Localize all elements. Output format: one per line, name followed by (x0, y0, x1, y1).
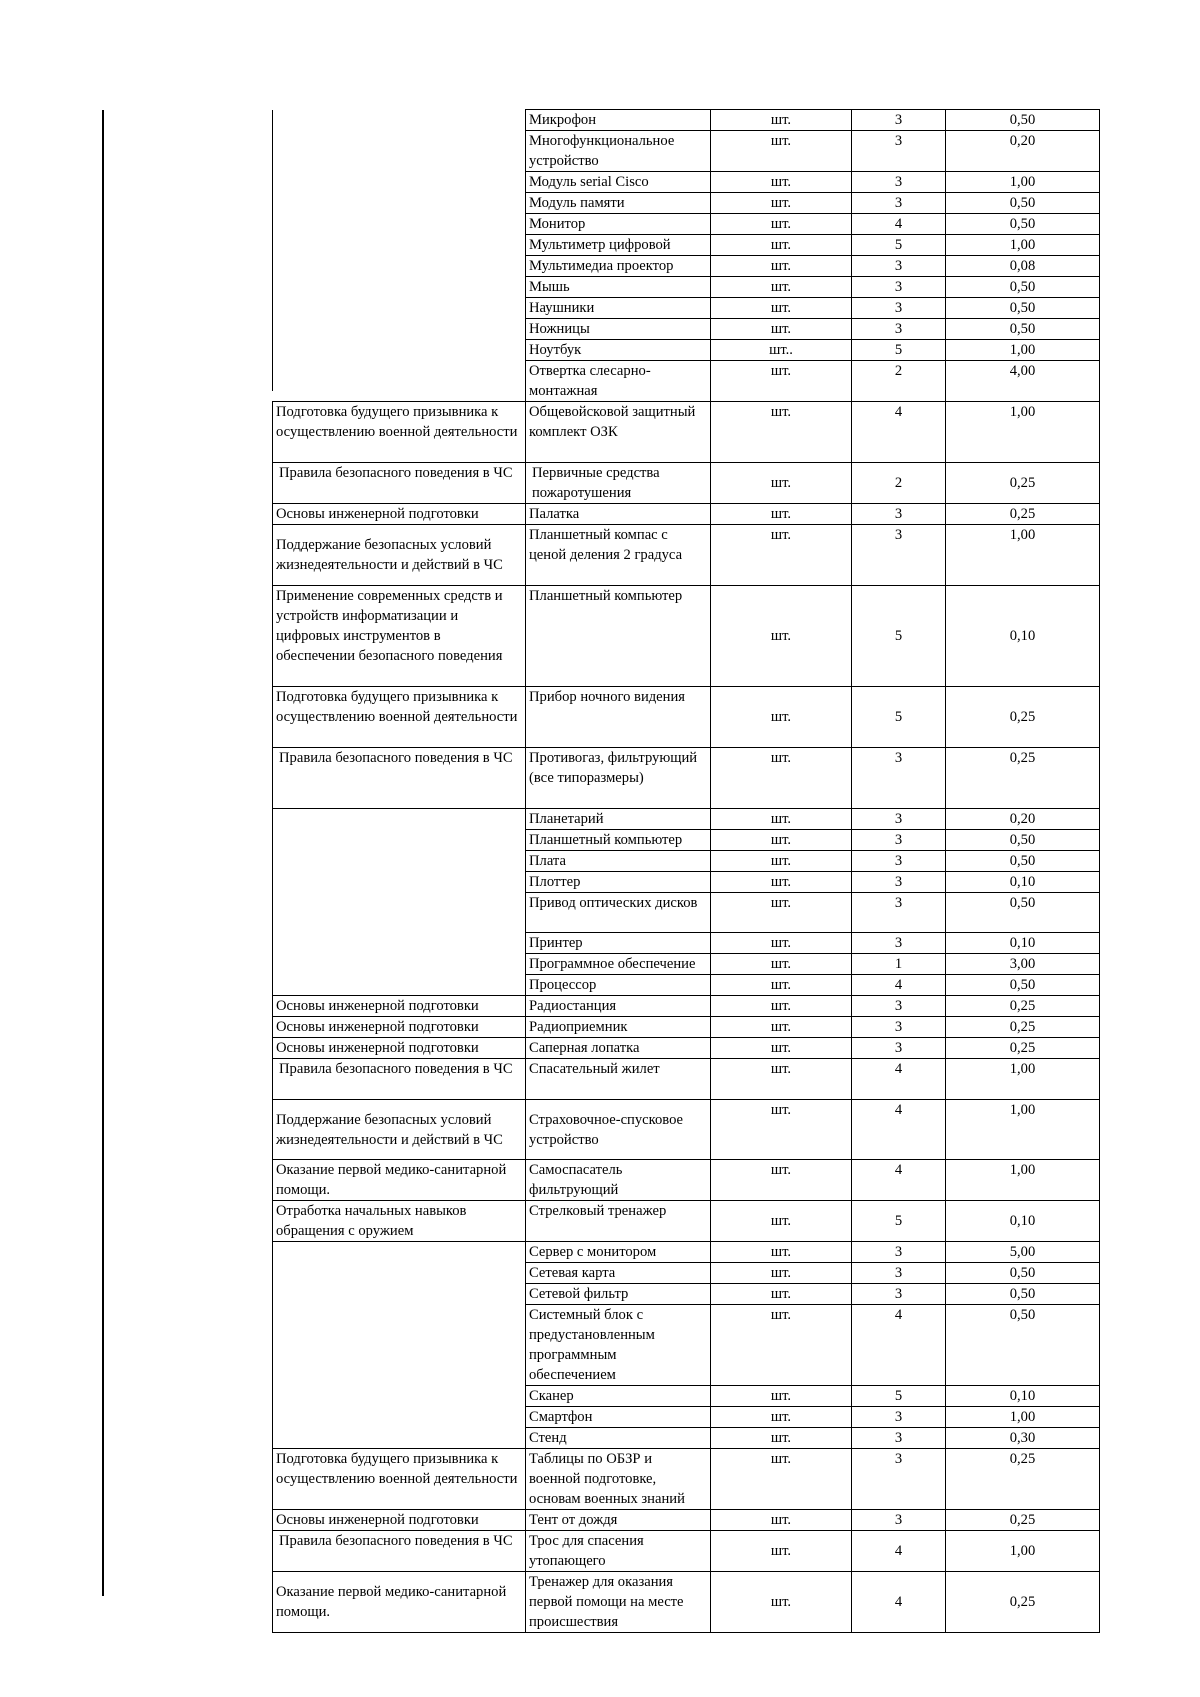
unit-cell: шт. (711, 830, 852, 851)
item-cell: Трос для спасения утопающего (526, 1531, 711, 1572)
item-cell: Принтер (526, 933, 711, 954)
qty-cell: 3 (852, 809, 946, 830)
module-cell: Подготовка будущего призывника к осуществлению военной деятельности (273, 402, 526, 463)
coef-cell: 3,00 (946, 954, 1100, 975)
table-row (273, 463, 1100, 504)
coef-cell: 0,50 (946, 110, 1100, 131)
table-row (273, 402, 1100, 463)
module-cell: Правила безопасного поведения в ЧС (273, 748, 526, 809)
qty-cell: 4 (852, 1100, 946, 1160)
qty-cell: 4 (852, 975, 946, 996)
item-cell: Плата (526, 851, 711, 872)
table-row (273, 748, 1100, 809)
unit-cell: шт. (711, 1100, 852, 1160)
unit-cell: шт. (711, 851, 852, 872)
module-cell: Поддержание безопасных условий жизнедеятельности и действий в ЧС (273, 525, 526, 586)
item-cell: Мышь (526, 277, 711, 298)
qty-cell: 3 (852, 748, 946, 809)
coef-cell: 0,25 (946, 504, 1100, 525)
module-cell: Правила безопасного поведения в ЧС (273, 1059, 526, 1100)
coef-cell: 1,00 (946, 235, 1100, 256)
table-row (273, 586, 1100, 687)
module-cell (273, 809, 526, 996)
coef-cell: 1,00 (946, 172, 1100, 193)
qty-cell: 3 (852, 1284, 946, 1305)
coef-cell: 0,25 (946, 996, 1100, 1017)
coef-cell: 0,50 (946, 893, 1100, 933)
unit-cell: шт. (711, 298, 852, 319)
qty-cell: 4 (852, 1531, 946, 1572)
qty-cell: 3 (852, 1428, 946, 1449)
unit-cell: шт. (711, 131, 852, 172)
item-cell: Отвертка слесарно-монтажная (526, 361, 711, 402)
coef-cell: 0,50 (946, 319, 1100, 340)
item-cell: Спасательный жилет (526, 1059, 711, 1100)
item-cell: Плоттер (526, 872, 711, 893)
module-cell (273, 1242, 526, 1449)
coef-cell: 1,00 (946, 1100, 1100, 1160)
item-cell: Радиоприемник (526, 1017, 711, 1038)
item-cell: Монитор (526, 214, 711, 235)
module-cell: Основы инженерной подготовки (273, 504, 526, 525)
unit-cell: шт. (711, 193, 852, 214)
coef-cell: 0,50 (946, 193, 1100, 214)
qty-cell: 5 (852, 235, 946, 256)
page-left-border (102, 110, 104, 1596)
item-cell: Тент от дождя (526, 1510, 711, 1531)
qty-cell: 4 (852, 1160, 946, 1201)
table-row (273, 525, 1100, 586)
unit-cell: шт. (711, 586, 852, 687)
coef-cell: 1,00 (946, 402, 1100, 463)
coef-cell: 5,00 (946, 1242, 1100, 1263)
qty-cell: 1 (852, 954, 946, 975)
qty-cell: 3 (852, 1407, 946, 1428)
qty-cell: 3 (852, 872, 946, 893)
item-cell: Сетевая карта (526, 1263, 711, 1284)
item-cell: Палатка (526, 504, 711, 525)
item-cell: Ноутбук (526, 340, 711, 361)
coef-cell: 0,50 (946, 1263, 1100, 1284)
module-cell: Основы инженерной подготовки (273, 996, 526, 1017)
qty-cell: 3 (852, 298, 946, 319)
table-row (273, 1510, 1100, 1531)
coef-cell: 0,50 (946, 1305, 1100, 1386)
qty-cell: 5 (852, 1386, 946, 1407)
qty-cell: 5 (852, 340, 946, 361)
item-cell: Мультиметр цифровой (526, 235, 711, 256)
coef-cell: 1,00 (946, 1531, 1100, 1572)
module-cell: Основы инженерной подготовки (273, 1038, 526, 1059)
coef-cell: 0,50 (946, 1284, 1100, 1305)
item-cell: Первичные средства пожаротушения (526, 463, 711, 504)
unit-cell: шт. (711, 1386, 852, 1407)
item-cell: Микрофон (526, 110, 711, 131)
item-cell: Наушники (526, 298, 711, 319)
qty-cell: 3 (852, 110, 946, 131)
qty-cell: 3 (852, 277, 946, 298)
item-cell: Самоспасатель фильтрующий (526, 1160, 711, 1201)
item-cell: Смартфон (526, 1407, 711, 1428)
coef-cell: 0,20 (946, 131, 1100, 172)
qty-cell: 2 (852, 463, 946, 504)
table-row (273, 110, 1100, 131)
coef-cell: 0,30 (946, 1428, 1100, 1449)
module-cell: Оказание первой медико-санитарной помощи. (273, 1572, 526, 1633)
table-row (273, 1160, 1100, 1201)
unit-cell: шт. (711, 402, 852, 463)
item-cell: Общевойсковой защитный комплект ОЗК (526, 402, 711, 463)
qty-cell: 3 (852, 172, 946, 193)
coef-cell: 0,25 (946, 1572, 1100, 1633)
module-cell (273, 110, 526, 402)
item-cell: Модуль памяти (526, 193, 711, 214)
item-cell: Модуль serial Cisco (526, 172, 711, 193)
coef-cell: 0,25 (946, 1510, 1100, 1531)
module-cell: Отработка начальных навыков обращения с оружием (273, 1201, 526, 1242)
coef-cell: 1,00 (946, 525, 1100, 586)
unit-cell: шт. (711, 1201, 852, 1242)
coef-cell: 0,10 (946, 1201, 1100, 1242)
item-cell: Стрелковый тренажер (526, 1201, 711, 1242)
module-cell: Основы инженерной подготовки (273, 1017, 526, 1038)
module-cell: Применение современных средств и устройств информатизации и цифровых инструментов в обеспечении безопасного поведения (273, 586, 526, 687)
coef-cell: 0,50 (946, 975, 1100, 996)
coef-cell: 0,10 (946, 586, 1100, 687)
unit-cell: шт. (711, 1449, 852, 1510)
unit-cell: шт. (711, 975, 852, 996)
qty-cell: 5 (852, 586, 946, 687)
qty-cell: 2 (852, 361, 946, 402)
unit-cell: шт. (711, 1407, 852, 1428)
module-cell: Правила безопасного поведения в ЧС (273, 463, 526, 504)
item-cell: Противогаз, фильтрующий (все типоразмеры) (526, 748, 711, 809)
coef-cell: 4,00 (946, 361, 1100, 402)
coef-cell: 0,50 (946, 851, 1100, 872)
unit-cell: шт. (711, 256, 852, 277)
item-cell: Программное обеспечение (526, 954, 711, 975)
qty-cell: 3 (852, 1242, 946, 1263)
table-row (273, 687, 1100, 748)
qty-cell: 4 (852, 1305, 946, 1386)
item-cell: Системный блок с предустановленным программным обеспечением (526, 1305, 711, 1386)
qty-cell: 3 (852, 830, 946, 851)
item-cell: Планшетный компас с ценой деления 2 градуса (526, 525, 711, 586)
qty-cell: 3 (852, 504, 946, 525)
qty-cell: 3 (852, 525, 946, 586)
unit-cell: шт.. (711, 340, 852, 361)
module-cell: Правила безопасного поведения в ЧС (273, 1531, 526, 1572)
unit-cell: шт. (711, 1572, 852, 1633)
table-row (273, 1449, 1100, 1510)
table-row (273, 1201, 1100, 1242)
item-cell: Планшетный компьютер (526, 830, 711, 851)
module-cell: Основы инженерной подготовки (273, 1510, 526, 1531)
item-cell: Привод оптических дисков (526, 893, 711, 933)
unit-cell: шт. (711, 1160, 852, 1201)
coef-cell: 0,25 (946, 687, 1100, 748)
unit-cell: шт. (711, 361, 852, 402)
qty-cell: 3 (852, 851, 946, 872)
unit-cell: шт. (711, 1242, 852, 1263)
coef-cell: 0,10 (946, 933, 1100, 954)
coef-cell: 0,50 (946, 277, 1100, 298)
qty-cell: 3 (852, 1449, 946, 1510)
table-row (273, 504, 1100, 525)
item-cell: Тренажер для оказания первой помощи на месте происшествия (526, 1572, 711, 1633)
item-cell: Стенд (526, 1428, 711, 1449)
unit-cell: шт. (711, 1017, 852, 1038)
unit-cell: шт. (711, 748, 852, 809)
unit-cell: шт. (711, 277, 852, 298)
unit-cell: шт. (711, 1059, 852, 1100)
unit-cell: шт. (711, 1305, 852, 1386)
qty-cell: 4 (852, 214, 946, 235)
item-cell: Таблицы по ОБЗР и военной подготовке, основам военных знаний (526, 1449, 711, 1510)
coef-cell: 0,20 (946, 809, 1100, 830)
unit-cell: шт. (711, 235, 852, 256)
qty-cell: 3 (852, 996, 946, 1017)
coef-cell: 0,25 (946, 748, 1100, 809)
table-row (273, 1100, 1100, 1160)
unit-cell: шт. (711, 463, 852, 504)
item-cell: Страховочное-спусковое устройство (526, 1100, 711, 1160)
coef-cell: 0,50 (946, 830, 1100, 851)
unit-cell: шт. (711, 214, 852, 235)
unit-cell: шт. (711, 933, 852, 954)
unit-cell: шт. (711, 504, 852, 525)
qty-cell: 3 (852, 193, 946, 214)
item-cell: Процессор (526, 975, 711, 996)
unit-cell: шт. (711, 872, 852, 893)
qty-cell: 3 (852, 1263, 946, 1284)
unit-cell: шт. (711, 954, 852, 975)
unit-cell: шт. (711, 1284, 852, 1305)
qty-cell: 3 (852, 893, 946, 933)
unit-cell: шт. (711, 1263, 852, 1284)
unit-cell: шт. (711, 1038, 852, 1059)
qty-cell: 3 (852, 933, 946, 954)
coef-cell: 0,10 (946, 872, 1100, 893)
unit-cell: шт. (711, 172, 852, 193)
unit-cell: шт. (711, 110, 852, 131)
module-cell: Оказание первой медико-санитарной помощи. (273, 1160, 526, 1201)
table-row (273, 1017, 1100, 1038)
table-row (273, 1242, 1100, 1263)
qty-cell: 3 (852, 131, 946, 172)
item-cell: Сервер с монитором (526, 1242, 711, 1263)
coef-cell: 0,50 (946, 214, 1100, 235)
unit-cell: шт. (711, 893, 852, 933)
coef-cell: 0,25 (946, 1449, 1100, 1510)
item-cell: Мультимедиа проектор (526, 256, 711, 277)
module-cell: Подготовка будущего призывника к осуществлению военной деятельности (273, 1449, 526, 1510)
qty-cell: 3 (852, 319, 946, 340)
qty-cell: 4 (852, 1572, 946, 1633)
table-row (273, 996, 1100, 1017)
table-row (273, 1572, 1100, 1633)
unit-cell: шт. (711, 319, 852, 340)
item-cell: Радиостанция (526, 996, 711, 1017)
equipment-table (272, 109, 1100, 1633)
qty-cell: 4 (852, 402, 946, 463)
coef-cell: 0,10 (946, 1386, 1100, 1407)
qty-cell: 4 (852, 1059, 946, 1100)
item-cell: Планшетный компьютер (526, 586, 711, 687)
qty-cell: 3 (852, 1017, 946, 1038)
qty-cell: 5 (852, 687, 946, 748)
item-cell: Ножницы (526, 319, 711, 340)
item-cell: Саперная лопатка (526, 1038, 711, 1059)
coef-cell: 1,00 (946, 1160, 1100, 1201)
item-cell: Сетевой фильтр (526, 1284, 711, 1305)
table-row (273, 1059, 1100, 1100)
coef-cell: 1,00 (946, 1059, 1100, 1100)
module-cell: Подготовка будущего призывника к осуществлению военной деятельности (273, 687, 526, 748)
coef-cell: 0,50 (946, 298, 1100, 319)
item-cell: Прибор ночного видения (526, 687, 711, 748)
unit-cell: шт. (711, 1531, 852, 1572)
qty-cell: 5 (852, 1201, 946, 1242)
qty-cell: 3 (852, 1038, 946, 1059)
unit-cell: шт. (711, 687, 852, 748)
coef-cell: 0,25 (946, 463, 1100, 504)
unit-cell: шт. (711, 996, 852, 1017)
table-row (273, 1531, 1100, 1572)
item-cell: Многофункциональное устройство (526, 131, 711, 172)
qty-cell: 3 (852, 1510, 946, 1531)
coef-cell: 1,00 (946, 340, 1100, 361)
table-row (273, 1038, 1100, 1059)
unit-cell: шт. (711, 1428, 852, 1449)
module-cell: Поддержание безопасных условий жизнедеятельности и действий в ЧС (273, 1100, 526, 1160)
coef-cell: 0,25 (946, 1017, 1100, 1038)
unit-cell: шт. (711, 1510, 852, 1531)
table-row (273, 809, 1100, 830)
unit-cell: шт. (711, 809, 852, 830)
qty-cell: 3 (852, 256, 946, 277)
item-cell: Сканер (526, 1386, 711, 1407)
coef-cell: 0,25 (946, 1038, 1100, 1059)
item-cell: Планетарий (526, 809, 711, 830)
coef-cell: 0,08 (946, 256, 1100, 277)
coef-cell: 1,00 (946, 1407, 1100, 1428)
unit-cell: шт. (711, 525, 852, 586)
